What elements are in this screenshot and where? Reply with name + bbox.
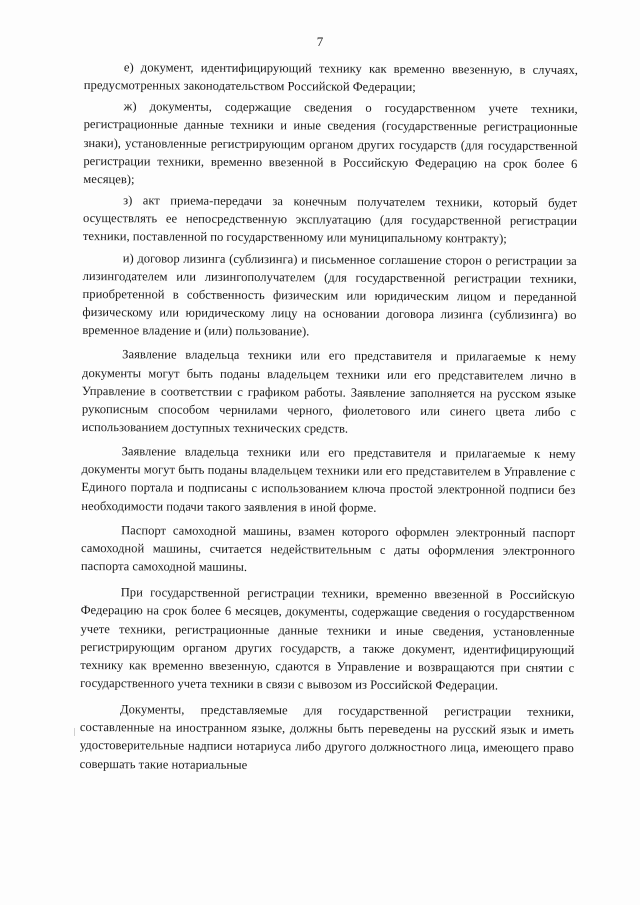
paragraph-item-e: е) документ, идентифицирующий технику как временно ввезенную, в случаях, предусмотренных законодательством Российской Федерации; [83,60,578,95]
paragraph-item-zh: ж) документы, содержащие сведения о государственном учете техники, регистрационные данные техники и иные сведения (государственные регистрационные знаки), установленные регистрирующим органом других государств (для государственной регистрации техники, временно ввезенной в Российскую Федерацию на срок более 6 месяцев); [83,99,578,187]
paragraph-item-z: з) акт приема-передачи за конечным получателем техники, который будет осуществлять ее непосредственную эксплуатацию (для государственной регистрации техники, поставленной по государственному или муниципальному контракту); [82,193,578,246]
paragraph-temporary-import: При государственной регистрации техники, временно ввезенной в Российскую Федерацию на срок более 6 месяцев, документы, содержащие сведения о государственном учете техники, регистрационные данные техники и иные сведения, установленные регистрирующим органом других государств, а также документ, идентифицирующий технику как временно ввезенную, сдаются в Управление и возвращаются при снятии с государственного учета техники в связи с вывозом из Российской Федерации. [80,585,575,693]
paragraph-item-i: и) договор лизинга (сублизинга) и письменное соглашение сторон о регистрации за лизингодателем или лизингополучателем (для государственной регистрации техники, приобретенной в собственность физическим или юридическим лицом и переданной физическому или юридическому лицу на основании договора лизинга (сублизинга) во временное владение и (или) пользование). [82,250,577,339]
paragraph-foreign-documents: Документы, представляемые для государственной регистрации техники, составленные на иностранном языке, должны быть переведены на русский язык и иметь удостоверительные надписи нотариуса либо другого должностного лица, имеющего право совершать такие нотариальные [79,702,575,772]
margin-mark [74,728,75,736]
document-body [80,58,578,776]
paragraph-passport-invalid: Паспорт самоходной машины, взамен которого оформлен электронный паспорт самоходной машины, считается недействительным с даты оформления электронного паспорта самоходной машины. [80,522,576,575]
paragraph-application-in-person: Заявление владельца техники или его представителя и прилагаемые к нему документы могут быть поданы владельцем техники или его представителем лично в Управление в соответствии с графиком работы. Заявление заполняется на русском языке рукописным способом чернилами черного, фиолетового или синего цвета либо с использованием доступных технических средств. [81,347,577,436]
paragraph-application-online: Заявление владельца техники или его представителя и прилагаемые к нему документы могут быть поданы владельцем техники или его представителем в Управление с Единого портала и подписаны с использованием ключа простой электронной подписи без необходимости подачи такого заявления в иной форме. [81,444,576,515]
page-number: 7 [316,34,324,49]
